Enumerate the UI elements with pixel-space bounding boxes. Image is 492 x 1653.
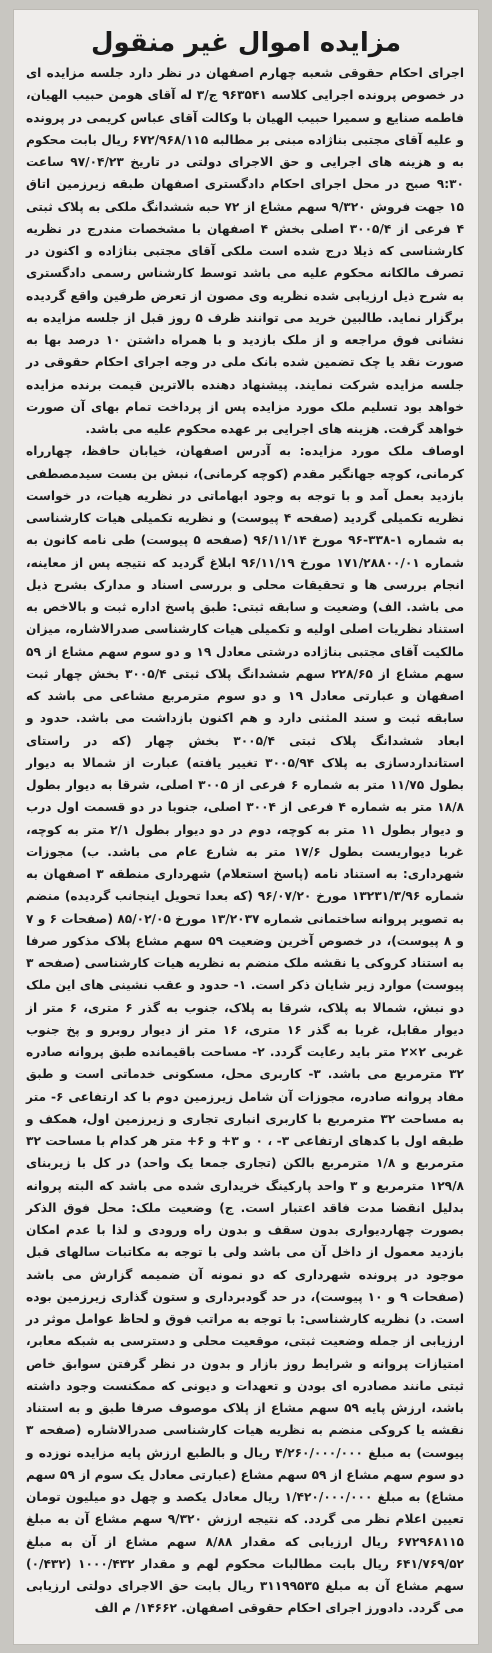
notice-paragraph-property-description: اوصاف ملک مورد مزایده: به آدرس اصفهان، خیابان حافظ، چهارراه کرمانی، کوچه جهانگیر مقدم (کوچه کرمانی)، نبش بن بست سیدمصطفی بازدید بعمل آمد و با توجه به وجود ابهاماتی در نظریه هیات، در خواست نظریه تکمیلی گردید (صفحه ۴ پیوست) و نظریه تکمیلی هیات کارشناسی به شماره ۱-۳۳۸-۹۶ مورخ ۹۶/۱۱/۱۴ (صفحه ۵ پیوست) طی نامه کانون به شماره ۱۷۱/۲۸۸۰۰/۰۱ مورخ ۹۶/۱۱/۱۹ ابلاغ گردید که نتیجه پس از معاینه، انجام بررسی ها و تحقیقات محلی و بررسی اسناد و مدارک بشرح ذیل می باشد. الف) وضعیت و سابقه ثبتی: طبق پاسخ اداره ثبت و بالاخص به استناد نظریات اصلی اولیه و تکمیلی هیات کارشناسی صدرالاشاره، میزان مالکیت آقای مجتبی بناژاده درشتی معادل ۱۹ و دو سوم سهم مشاع از ۵۹ سهم مشاع از ۲۲۸/۶۵ سهم ششدانگ پلاک ثبتی ۳۰۰۵/۴ بخش چهار ثبت اصفهان و عبارتی معادل ۱۹ و دو سوم مترمربع مشاعی می باشد که سابقه ثبت و سند المثنی دارد و هم اکنون بازداشت می باشد. حدود و ابعاد ششدانگ پلاک ثبتی ۳۰۰۵/۴ بخش چهار (که در راستای استانداردسازی به پلاک ۳۰۰۵/۹۴ تغییر یافته) عبارت از شمالا به دیوار بطول ۱۱/۷۵ متر به شماره ۶ فرعی از ۳۰۰۵ اصلی، شرقا به دیوار بطول ۱۸/۸ متر به شماره ۴ فرعی از ۳۰۰۴ اصلی، جنوبا در دو قسمت اول درب و دیوار بطول ۱۱ متر به کوچه، دوم در دو دیوار بطول ۲/۱ متر به کوچه، غربا دیواریست بطول ۱۷/۶ متر به شارع عام می باشد. ب) مجوزات شهرداری: به استناد نامه (پاسخ استعلام) شهرداری منطقه ۳ اصفهان به شماره ۱۳۲۳۱/۳/۹۶ مورخ ۹۶/۰۷/۲۰ (که بعدا تحویل اینجانب گردیده) منضم به تصویر پروانه ساختمانی شماره ۱۳/۲۰۳۷ مورخ ۸۵/۰۲/۰۵ (صفحات ۶ و ۷ و ۸ پیوست)، در خصوص آخرین وضعیت ۵۹ سهم مشاع پلاک مذکور صرفا به استناد کروکی یا نقشه ملک منضم به نظریه هیات کارشناسی (صفحه ۳ پیوست) موارد زیر شایان ذکر است. ۱- حدود و عقب نشینی های این ملک دو نبش، شمالا به پلاک، شرقا به پلاک، جنوب به گذر ۶ متری، ۶ متر از دیوار مقابل، غربا به گذر ۱۶ متری، ۱۶ متر از دیوار روبرو و پخ جنوب غربی ۲×۲ متر باید رعایت گردد. ۲- مساحت باقیمانده طبق پروانه صادره ۳۲ مترمربع می باشد. ۳- کاربری محل، مسکونی خدماتی است و طبق مفاد پروانه صادره، مجوزات آن شامل زیرزمین دوم با کد ارتفاعی ۶- متر به مساحت ۳۲ مترمربع با کاربری انباری تجاری و زیرزمین اول، همکف و طبقه اول با کدهای ارتفاعی ۳- ، ۰ و ۳+ و ۶+ متر هر کدام با مساحت ۳۲ مترمربع و ۱/۸ مترمربع بالکن (تجاری جمعا یک واحد) در کل با زیربنای ۱۲۹/۸ مترمربع و ۳ واحد پارکینگ خریداری شده می باشد که البته پروانه بدلیل انقضا مدت فاقد اعتبار است. ج) وضعیت ملک: محل فوق الذکر بصورت چهاردیواری بدون سقف و بدون راه ورودی و لذا با عدم امکان بازدید معمول از داخل آن می باشد ولی با توجه به مکاتبات سالهای قبل موجود در پرونده شهرداری که دو نمونه آن ضمیمه گزارش می باشد (صفحات ۹ و ۱۰ پیوست)، در حد گودبرداری و ستون گذاری زیرزمین بوده است. د) نظریه کارشناسی: با توجه به مراتب فوق و لحاظ عوامل موثر در ارزیابی از جمله وضعیت ثبتی، موقعیت محلی و دسترسی به شبکه معابر، امتیازات پروانه و شرایط روز بازار و بدون در نظر گرفتن سوابق خاص ثبتی مانند مصادره ای بودن و تعهدات و دیونی که ممکنست وجود داشته باشد، ارزش پایه ۵۹ سهم مشاع از پلاک موصوف صرفا طبق و به استناد نقشه یا کروکی منضم به نظریه هیات کارشناسی صدرالاشاره (صفحه ۳ پیوست) به مبلغ ۴/۲۶۰/۰۰۰/۰۰۰ ریال و بالطبع ارزش پایه مزایده نوزده و دو سوم سهم مشاع از ۵۹ سهم مشاع (عبارتی معادل یک سوم از ۵۹ سهم مشاع) به مبلغ ۱/۴۲۰/۰۰۰/۰۰۰ ریال معادل یکصد و چهل دو میلیون تومان تعیین اعلام نظر می گردد. که نتیجه ارزش ۹/۳۲۰ سهم مشاع آن به مبلغ ۶۷۲۹۶۸۱۱۵ ریال ارزیابی که مقدار ۸/۸۸ سهم مشاع از آن به مبلغ ۶۴۱/۷۶۹/۵۲ ریال بابت مطالبات محکوم لهم و مقدار ۱۰۰۰/۴۳۲ (۰/۴۳۲) سهم مشاع آن به مبلغ ۳۱۱۹۹۵۳۵ ریال بابت حق الاجرای دولتی ارزیابی می گردد. [26, 444, 465, 1616]
notice-body [14, 62, 478, 1620]
notice-paragraph-intro: اجرای احکام حقوقی شعبه چهارم اصفهان در نظر دارد جلسه مزایده ای در خصوص پرونده اجرایی کلاسه ۹۶۳۵۴۱ ج/۳ له آقای هومن حبیب الهیان، فاطمه صنایع و سمیرا حبیب الهیان با وکالت آقای عباس کریمی در پرونده و علیه آقای مجتبی بناژاده مبنی بر مطالبه ۶۷۲/۹۶۸/۱۱۵ ریال بابت محکوم به و هزینه های اجرایی و حق الاجرای دولتی در تاریخ ۹۷/۰۴/۲۳ ساعت ۹:۳۰ صبح در محل اجرای احکام دادگستری اصفهان طبقه زیرزمین اتاق ۱۵ جهت فروش ۹/۳۲۰ سهم مشاع از ۷۲ حبه ششدانگ ملکی به پلاک ثبتی ۴ فرعی از ۳۰۰۵/۴ اصلی بخش ۴ اصفهان با مشخصات مندرج در نظریه کارشناسی که ذیلا درج شده است ملکی آقای مجتبی بناژاده و اکنون در تصرف مالکانه محکوم علیه می باشد توسط کارشناس رسمی دادگستری به شرح ذیل ارزیابی شده نظریه وی مصون از تعرض طرفین واقع گردیده برگزار نماید. طالبین خرید می توانند ظرف ۵ روز قبل از جلسه مزایده به نشانی فوق مراجعه و از ملک بازدید و با همراه داشتن ۱۰ درصد بها به صورت نقد یا چک تضمین شده بانک ملی در وجه اجرای احکام حقوقی در جلسه مزایده شرکت نمایند. پیشنهاد دهنده بالاترین قیمت برنده مزایده خواهد بود تسلیم ملک مورد مزایده پس از پرداخت تمام بهای آن صورت خواهد گرفت. هزینه های اجرایی بر عهده محکوم علیه می باشد. [26, 66, 465, 436]
notice-title: مزایده اموال غیر منقول [90, 28, 402, 58]
notice-signature: دادورز اجرای احکام حقوقی اصفهان. ۱۴۶۶۲/ م الف [94, 1601, 404, 1616]
newspaper-clipping [14, 10, 478, 1644]
